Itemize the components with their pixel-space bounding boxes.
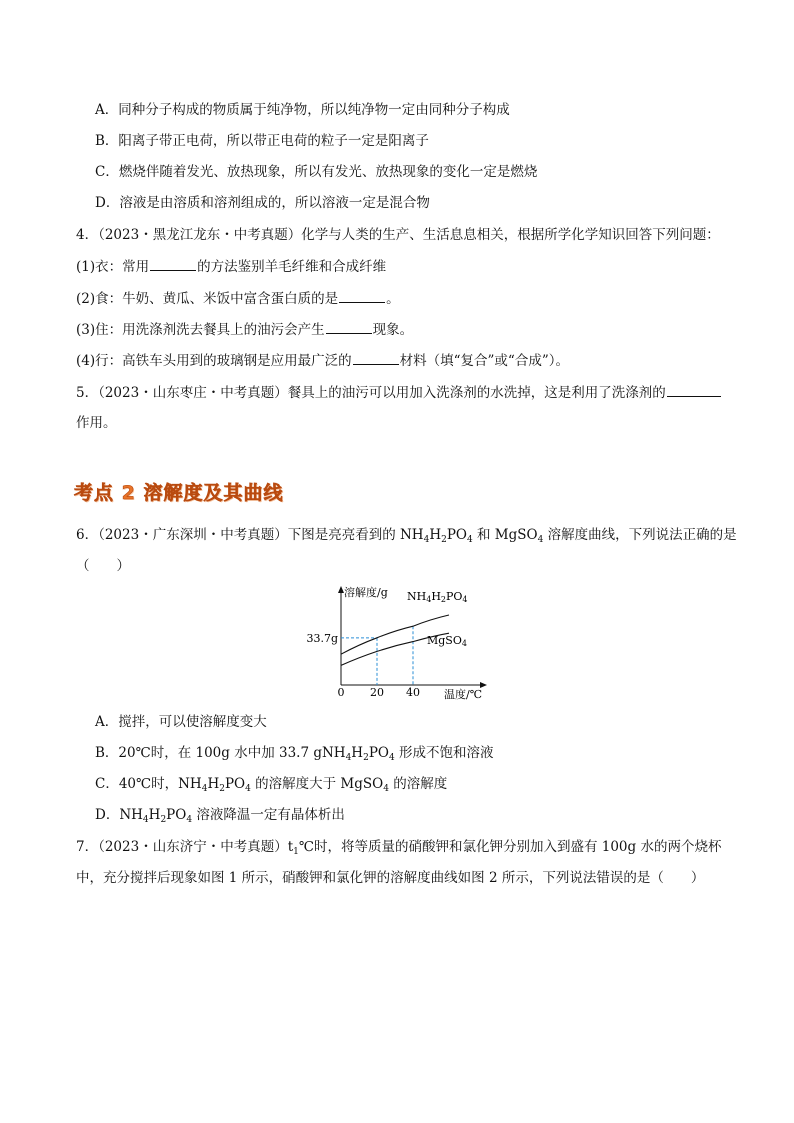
q5-line-1: 5．（2023・山东枣庄・中考真题）餐具上的油污可以用加入洗涤剂的水洗掉，这是利用了洗涤剂的: [76, 383, 722, 402]
series-label-part: 4: [461, 639, 467, 648]
q3-option-b: B．阳离子带正电荷，所以带正电荷的粒子一定是阳离子: [95, 133, 429, 149]
q3-option-a: A．同种分子构成的物质属于纯净物，所以纯净物一定由同种分子构成: [95, 102, 510, 118]
q6-answer-bracket[interactable]: （ ）: [76, 558, 130, 574]
q6-option-d: D．$NH_4H_2PO_4$ 溶液降温一定有晶体析出: [95, 807, 345, 825]
x-tick-label: 20: [370, 686, 384, 699]
answer-blank[interactable]: [326, 320, 372, 334]
answer-blank[interactable]: [667, 383, 721, 397]
x-tick-label: 40: [406, 686, 420, 699]
q3-option-c: C．燃烧伴随着发光、放热现象，所以有发光、放热现象的变化一定是燃烧: [95, 164, 538, 180]
y-axis-label: 溶解度/g: [344, 586, 388, 599]
solubility-chart: [300, 582, 500, 704]
q4-part-4: (4)行：高铁车头用到的玻璃钢是应用最广泛的 材料（填“复合”或“合成”）。: [76, 353, 569, 369]
series-label-mgso4: [427, 634, 467, 648]
series-label-part: 2: [440, 595, 446, 604]
q4-part-2: (2)食：牛奶、黄瓜、米饭中富含蛋白质的是 。: [76, 291, 400, 307]
q4-part-1: (1)衣：常用 的方法鉴别羊毛纤维和合成纤维: [76, 259, 387, 275]
q7-line-2: 中，充分搅拌后现象如图 1 所示，硝酸钾和氯化钾的溶解度曲线如图 2 所示，下列说法错误的是（ ）: [76, 870, 705, 886]
series-label-nh4h2po4: [407, 590, 468, 604]
series-label-part: 4: [462, 595, 468, 604]
q4-stem: 4．（2023・黑龙江龙东・中考真题）化学与人类的生产、生活息息相关，根据所学化学知识回答下列问题：: [76, 227, 720, 243]
series-label-part: H: [431, 590, 441, 603]
series-label-part: PO: [446, 590, 463, 603]
answer-blank[interactable]: [339, 289, 385, 303]
series-label-part: 4: [426, 595, 432, 604]
x-tick-label: 0: [337, 686, 345, 699]
q3-option-d: D．溶液是由溶质和溶剂组成的，所以溶液一定是混合物: [95, 195, 430, 211]
y-marked-label: 33.7g: [306, 631, 338, 645]
q6-option-a: A．搅拌，可以使溶解度变大: [95, 714, 267, 730]
q6-option-b: B．20℃时，在 100g 水中加 33.7 $gNH_4H_2PO_4$ 形成不饱和溶液: [95, 745, 494, 763]
answer-blank[interactable]: [150, 257, 196, 271]
q7-line-1: 7．（2023・山东济宁・中考真题）$t_1℃$时，将等质量的硝酸钾和氯化钾分别加入到盛有 100g 水的两个烧杯: [76, 839, 722, 857]
series-label-part: NH: [407, 590, 427, 603]
q6-stem: 6．（2023・广东深圳・中考真题）下图是亮亮看到的 $NH_4H_2PO_4$ 和 MgSO$_4$ 溶解度曲线，下列说法正确的是: [76, 527, 737, 545]
section-title: 考点 2 溶解度及其曲线: [74, 482, 284, 504]
q5-line-2: 作用。: [76, 415, 117, 431]
q4-part-3: (3)住：用洗涤剂洗去餐具上的油污会产生 现象。: [76, 322, 414, 338]
q6-option-c: C．40℃时，$NH_4H_2PO_4$ 的溶解度大于 MgSO$_4$ 的溶解度: [95, 776, 448, 794]
x-axis-label: 温度/℃: [444, 688, 483, 701]
series-label-part: MgSO: [427, 634, 462, 647]
answer-blank[interactable]: [353, 351, 399, 365]
